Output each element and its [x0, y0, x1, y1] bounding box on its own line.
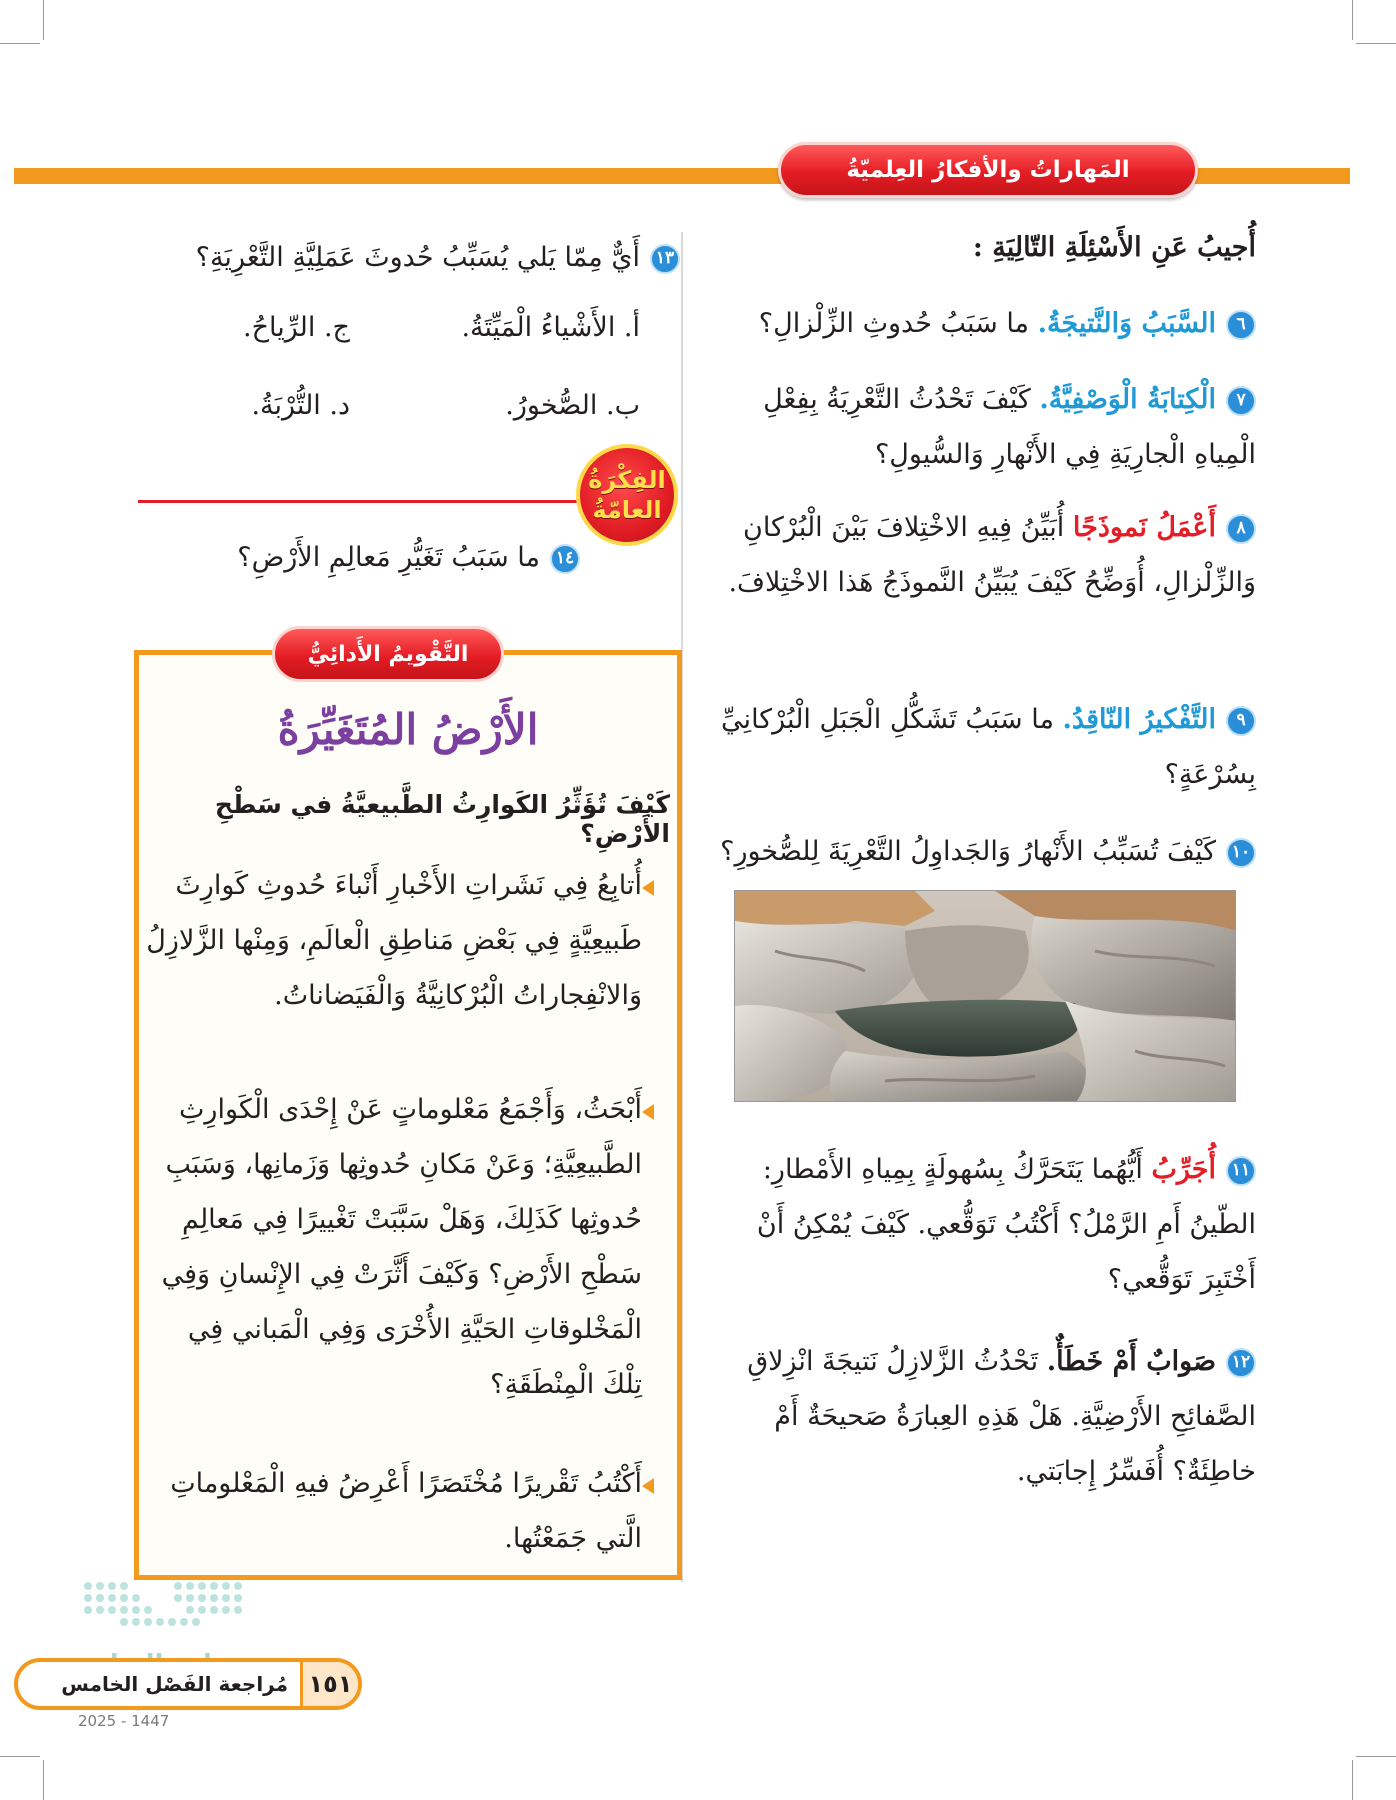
question-text: كَيْفَ تُسَبِّبُ الأَنْهارُ وَالجَداوِلُ التَّعْرِيَةَ لِلصُّخورِ؟ — [720, 836, 1216, 867]
river-rocks-illustration — [735, 891, 1236, 1102]
crop-mark — [0, 1756, 40, 1757]
question-14 — [140, 530, 580, 585]
question-number: ١١ — [1226, 1156, 1256, 1186]
crop-mark — [1352, 1760, 1353, 1800]
big-idea-badge — [576, 444, 678, 546]
question-text: تَحْدُثُ الزَّلازِلُ نَتيجَةَ انْزِلاقِ الصَّفائِحِ الأَرْضِيَّةِ. هَلْ هَذِهِ العِبارَةُ صَحيحَةٌ أَمْ خاطِئَةٌ؟ أُفَسِّرُ إِجابَتي. — [747, 1346, 1256, 1487]
option-c: ج. الرِّياحُ. — [243, 312, 350, 343]
question-text: ما سَبَبُ حُدوثِ الزِّلْزالِ؟ — [758, 308, 1038, 339]
question-11 — [700, 1142, 1256, 1307]
question-number: ١٣ — [650, 244, 680, 274]
question-keyword: صَوابٌ أَمْ خَطَأٌ. — [1046, 1346, 1216, 1377]
question-13 — [140, 230, 680, 285]
badge-line: الفِكْرَةُ — [588, 466, 666, 494]
page-number: ١٥١ — [300, 1662, 358, 1706]
bullet-arrow-icon — [642, 1104, 654, 1120]
question-keyword: أُجَرِّبُ — [1151, 1154, 1216, 1185]
question-8 — [700, 500, 1256, 610]
question-text: ما سَبَبُ تَشَكُّلِ الْجَبَلِ الْبُرْكانِيِّ بِسُرْعَةٍ؟ — [721, 704, 1256, 790]
question-number: ٩ — [1226, 706, 1256, 736]
question-12 — [700, 1334, 1256, 1499]
river-rocks-photo — [734, 890, 1236, 1102]
bullet-arrow-icon — [642, 880, 654, 896]
crop-mark — [43, 0, 44, 40]
question-number: ٦ — [1226, 310, 1256, 340]
option-d: د. التُّرْبَةُ. — [251, 390, 350, 421]
assessment-bullet: أُتابِعُ فِي نَشَراتِ الأَخْبارِ أَنْباءَ حُدوثِ كَوارِثَ طَبيعِيَّةٍ فِي بَعْضِ مَناطِقِ الْعالَمِ، وَمِنْها الزَّلازِلُ وَالانْفِجاراتُ الْبُرْكانِيَّةُ وَالْفَيَضاناتُ. — [146, 870, 642, 1011]
edition-year: 2025 - 1447 — [78, 1712, 170, 1730]
question-10 — [700, 824, 1256, 879]
badge-line: العامّةُ — [592, 496, 662, 524]
question-text: أَيُّهُما يَتَحَرَّكُ بِسُهولَةٍ بِمِياهِ الأَمْطارِ: الطّينُ أَمِ الرَّمْلُ؟ أَكْتُبُ تَوَقُّعي. كَيْفَ يُمْكِنُ أَنْ أَخْتَبِرَ تَوَقُّعي؟ — [756, 1154, 1256, 1295]
question-text: أُبَيِّنُ فِيهِ الاخْتِلافَ بَيْنَ الْبُرْكانِ وَالزِّلْزالِ، أُوَضِّحُ كَيْفَ يُبَيِّنُ النَّموذَجُ هَذا الاخْتِلافَ. — [728, 512, 1256, 598]
question-7 — [700, 372, 1256, 482]
instructions: أُجيبُ عَنِ الأَسْئِلَةِ التّالِيَةِ : — [972, 232, 1256, 263]
big-idea-rule — [138, 500, 578, 503]
page-footer — [14, 1658, 362, 1710]
chapter-label: مُراجعة الفَصْل الخامس — [61, 1672, 288, 1696]
performance-assessment-label: التَّقْويمُ الأَدائِيُّ — [272, 626, 504, 682]
assessment-question: كَيْفَ تُؤَثِّرُ الكَوارِثُ الطَّبيعيَّةُ في سَطْحِ الأَرْضِ؟ — [214, 790, 670, 848]
option-a: أ. الأَشْياءُ الْمَيِّتَةُ. — [461, 312, 640, 343]
crop-mark — [43, 1760, 44, 1800]
crop-mark — [1356, 1756, 1396, 1757]
question-number: ٨ — [1226, 514, 1256, 544]
question-keyword: التَّفْكيرُ النّاقِدُ. — [1062, 704, 1216, 735]
bullet-arrow-icon — [642, 1478, 654, 1494]
question-number: ١٢ — [1226, 1348, 1256, 1378]
assessment-bullet: أَكْتُبُ تَقْريرًا مُخْتَصَرًا أَعْرِضُ فيهِ الْمَعْلوماتِ الَّتي جَمَعْتُها. — [170, 1468, 642, 1554]
question-keyword: السَّبَبُ وَالنَّتيجَةُ. — [1037, 308, 1216, 339]
crop-mark — [1356, 43, 1396, 44]
question-text: كَيْفَ تَحْدُثُ التَّعْرِيَةُ بِفِعْلِ الْمِياهِ الْجارِيَةِ فِي الأَنْهارِ وَالسُّيولِ؟ — [763, 384, 1256, 470]
question-text: ما سَبَبُ تَغَيُّرِ مَعالِمِ الأَرْضِ؟ — [237, 542, 540, 573]
assessment-bullet: أَبْحَثُ، وَأَجْمَعُ مَعْلوماتٍ عَنْ إِحْدَى الْكَوارِثِ الطَّبيعِيَّةِ؛ وَعَنْ مَكانِ حُدوثِها وَزَمانِها، وَسَبَبِ حُدوثِها كَذَلِكَ، وَهَلْ سَبَّبَتْ تَغْييرًا فِي مَعالِمِ سَطْحِ الأَرْضِ؟ وَكَيْفَ أَثَّرَتْ فِي الإِنْسانِ وَفِي الْمَخْلوقاتِ الحَيَّةِ الأُخْرَى وَفِي الْمَباني فِي تِلْكَ الْمِنْطَقَةِ؟ — [161, 1094, 642, 1400]
option-b: ب. الصُّخورُ. — [505, 390, 640, 421]
assessment-title: الأَرْضُ المُتَغَيِّرَةُ — [277, 705, 539, 754]
question-keyword: أَعْمَلُ نَموذَجًا — [1072, 512, 1216, 543]
crop-mark — [1352, 0, 1353, 40]
crop-mark — [0, 43, 40, 44]
question-9 — [700, 692, 1256, 802]
question-number: ٧ — [1226, 386, 1256, 416]
question-6 — [700, 296, 1256, 351]
question-text: أَيٌّ مِمّا يَلي يُسَبِّبُ حُدوثَ عَمَلِيَّةِ التَّعْرِيَةِ؟ — [195, 242, 640, 273]
question-keyword: الْكِتابَةُ الْوَصْفِيَّةُ. — [1039, 384, 1216, 415]
question-number: ١٤ — [550, 544, 580, 574]
question-number: ١٠ — [1226, 838, 1256, 868]
section-title: المَهاراتُ والأفكارُ العِلميّةُ — [778, 142, 1198, 198]
